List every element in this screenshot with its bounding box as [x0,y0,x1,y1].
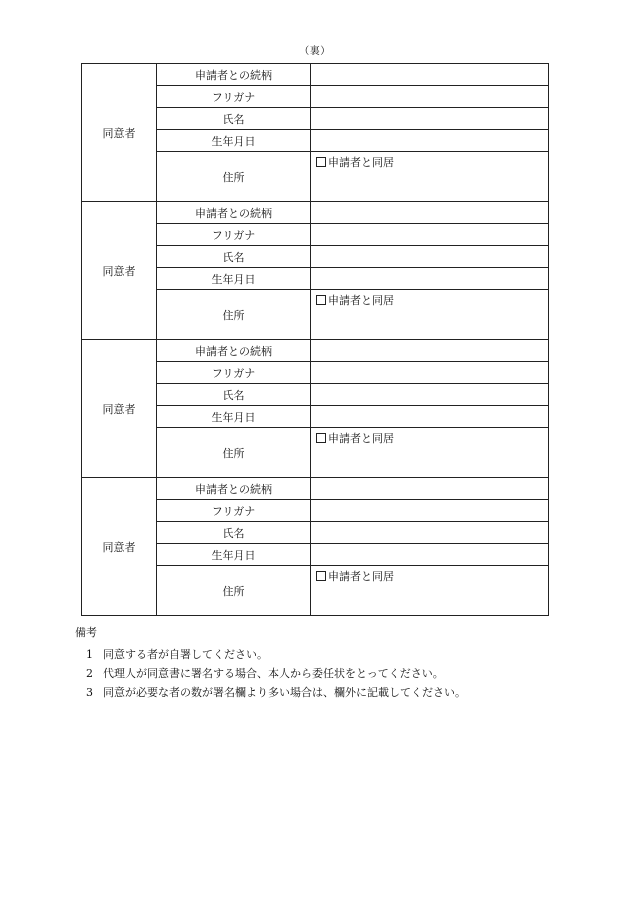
relationship-label: 申請者との続柄 [157,340,311,362]
same-household-checkbox[interactable] [316,295,326,305]
address-field[interactable] [311,152,549,202]
relationship-field[interactable] [311,202,549,224]
note-text: 代理人が同意書に署名する場合、本人から委任状をとってください。 [103,667,444,680]
note-number: 3 [86,686,93,699]
consenter-block-4-relationship-row [82,478,549,500]
consenter-group-label: 同意者 [82,202,157,340]
birthdate-field[interactable] [311,130,549,152]
furigana-field[interactable] [311,362,549,384]
name-label: 氏名 [157,522,311,544]
consenter-block-1-relationship-row [82,64,549,86]
same-household-checkbox[interactable] [316,571,326,581]
furigana-label: フリガナ [157,500,311,522]
same-household-checkbox[interactable] [316,157,326,167]
relationship-label: 申請者との続柄 [157,478,311,500]
note-number: 2 [86,667,93,680]
name-field[interactable] [311,522,549,544]
relationship-field[interactable] [311,340,549,362]
birthdate-label: 生年月日 [157,268,311,290]
name-label: 氏名 [157,108,311,130]
birthdate-label: 生年月日 [157,130,311,152]
birthdate-field[interactable] [311,268,549,290]
same-household-label: 申請者と同居 [328,432,394,445]
note-text: 同意が必要な者の数が署名欄より多い場合は、欄外に記載してください。 [103,686,466,699]
name-label: 氏名 [157,384,311,406]
name-field[interactable] [311,108,549,130]
relationship-field[interactable] [311,64,549,86]
note-item [75,683,595,702]
note-item [75,645,595,664]
address-field[interactable] [311,428,549,478]
birthdate-field[interactable] [311,406,549,428]
notes-section [75,624,595,702]
note-item [75,664,595,683]
consent-table [81,63,549,616]
address-field[interactable] [311,290,549,340]
name-field[interactable] [311,246,549,268]
consenter-group-label: 同意者 [82,340,157,478]
same-household-label: 申請者と同居 [328,156,394,169]
furigana-field[interactable] [311,500,549,522]
relationship-field[interactable] [311,478,549,500]
furigana-label: フリガナ [157,362,311,384]
note-text: 同意する者が自署してください。 [103,648,268,661]
furigana-label: フリガナ [157,86,311,108]
consenter-block-3-relationship-row [82,340,549,362]
relationship-label: 申請者との続柄 [157,202,311,224]
birthdate-label: 生年月日 [157,406,311,428]
consenter-block-2-relationship-row [82,202,549,224]
address-label: 住所 [157,566,311,616]
same-household-label: 申請者と同居 [328,570,394,583]
furigana-field[interactable] [311,86,549,108]
name-label: 氏名 [157,246,311,268]
furigana-field[interactable] [311,224,549,246]
consenter-group-label: 同意者 [82,64,157,202]
notes-title: 備考 [75,626,97,639]
same-household-label: 申請者と同居 [328,294,394,307]
name-field[interactable] [311,384,549,406]
address-label: 住所 [157,152,311,202]
address-label: 住所 [157,428,311,478]
note-number: 1 [86,648,93,661]
address-field[interactable] [311,566,549,616]
consenter-group-label: 同意者 [82,478,157,616]
furigana-label: フリガナ [157,224,311,246]
same-household-checkbox[interactable] [316,433,326,443]
relationship-label: 申請者との続柄 [157,64,311,86]
page-side-label: （裏） [299,46,331,57]
birthdate-label: 生年月日 [157,544,311,566]
address-label: 住所 [157,290,311,340]
birthdate-field[interactable] [311,544,549,566]
